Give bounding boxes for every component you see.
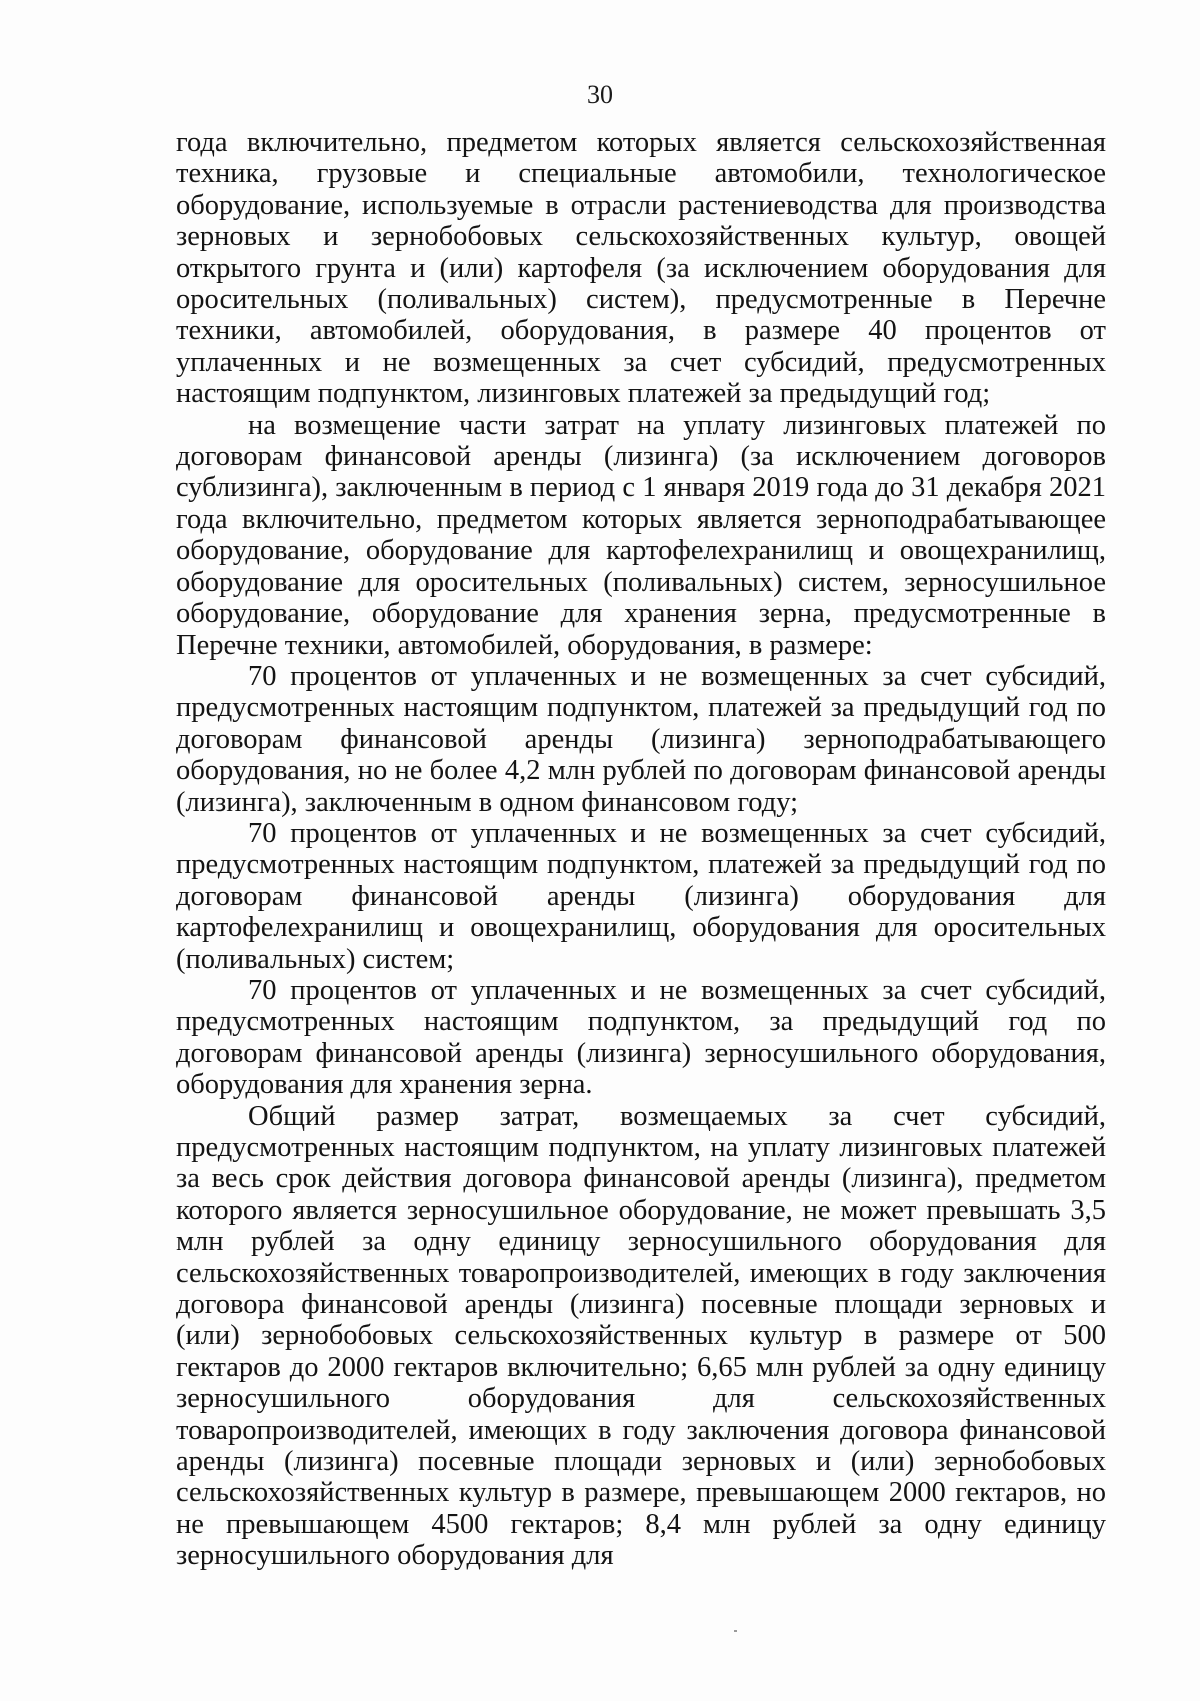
page-number: 30: [587, 80, 613, 109]
scan-speck: [734, 1630, 737, 1632]
paragraph-3: 70 процентов от уплаченных и не возмещенных за счет субсидий, предусмотренных настоящим подпунктом, платежей за предыдущий год по договорам финансовой аренды (лизинга) зерноподрабатывающего оборудования, но не более 4,2 млн рублей по договорам финансовой аренды (лизинга), заключенным в одном финансовом году;: [176, 660, 1106, 818]
paragraph-5: 70 процентов от уплаченных и не возмещенных за счет субсидий, предусмотренных настоящим подпунктом, за предыдущий год по договорам финансовой аренды (лизинга) зерносушильного оборудования, оборудования для хранения зерна.: [176, 974, 1106, 1101]
document-body: [176, 127, 1106, 1572]
paragraph-2: на возмещение части затрат на уплату лизинговых платежей по договорам финансовой аренды (лизинга) (за исключением договоров сублизинга), заключенным в период с 1 января 2019 года до 31 декабря 2021 года включительно, предметом которых является зерноподрабатывающее оборудование, оборудование для картофелехранилищ и овощехранилищ, оборудование для оросительных (поливальных) систем, зерносушильное оборудование, оборудование для хранения зерна, предусмотренные в Перечне техники, автомобилей, оборудования, в размере:: [176, 409, 1106, 661]
paragraph-4: 70 процентов от уплаченных и не возмещенных за счет субсидий, предусмотренных настоящим подпунктом, платежей за предыдущий год по договорам финансовой аренды (лизинга) оборудования для картофелехранилищ и овощехранилищ, оборудования для оросительных (поливальных) систем;: [176, 817, 1106, 975]
paragraph-6: Общий размер затрат, возмещаемых за счет субсидий, предусмотренных настоящим подпунктом, на уплату лизинговых платежей за весь срок действия договора финансовой аренды (лизинга), предметом которого является зерносушильное оборудование, не может превышать 3,5 млн рублей за одну единицу зерносушильного оборудования для сельскохозяйственных товаропроизводителей, имеющих в году заключения договора финансовой аренды (лизинга) посевные площади зерновых и (или) зернобобовых сельскохозяйственных культур в размере от 500 гектаров до 2000 гектаров включительно; 6,65 млн рублей за одну единицу зерносушильного оборудования для сельскохозяйственных товаропроизводителей, имеющих в году заключения договора финансовой аренды (лизинга) посевные площади зерновых и (или) зернобобовых сельскохозяйственных культур в размере, превышающем 2000 гектаров, но не превышающем 4500 гектаров; 8,4 млн рублей за одну единицу зерносушильного оборудования для: [176, 1100, 1106, 1572]
paragraph-1: года включительно, предметом которых является сельскохозяйственная техника, грузовые и специальные автомобили, технологическое оборудование, используемые в отрасли растениеводства для производства зерновых и зернобобовых сельскохозяйственных культур, овощей открытого грунта и (или) картофеля (за исключением оборудования для оросительных (поливальных) систем), предусмотренные в Перечне техники, автомобилей, оборудования, в размере 40 процентов от уплаченных и не возмещенных за счет субсидий, предусмотренных настоящим подпунктом, лизинговых платежей за предыдущий год;: [176, 127, 1106, 410]
